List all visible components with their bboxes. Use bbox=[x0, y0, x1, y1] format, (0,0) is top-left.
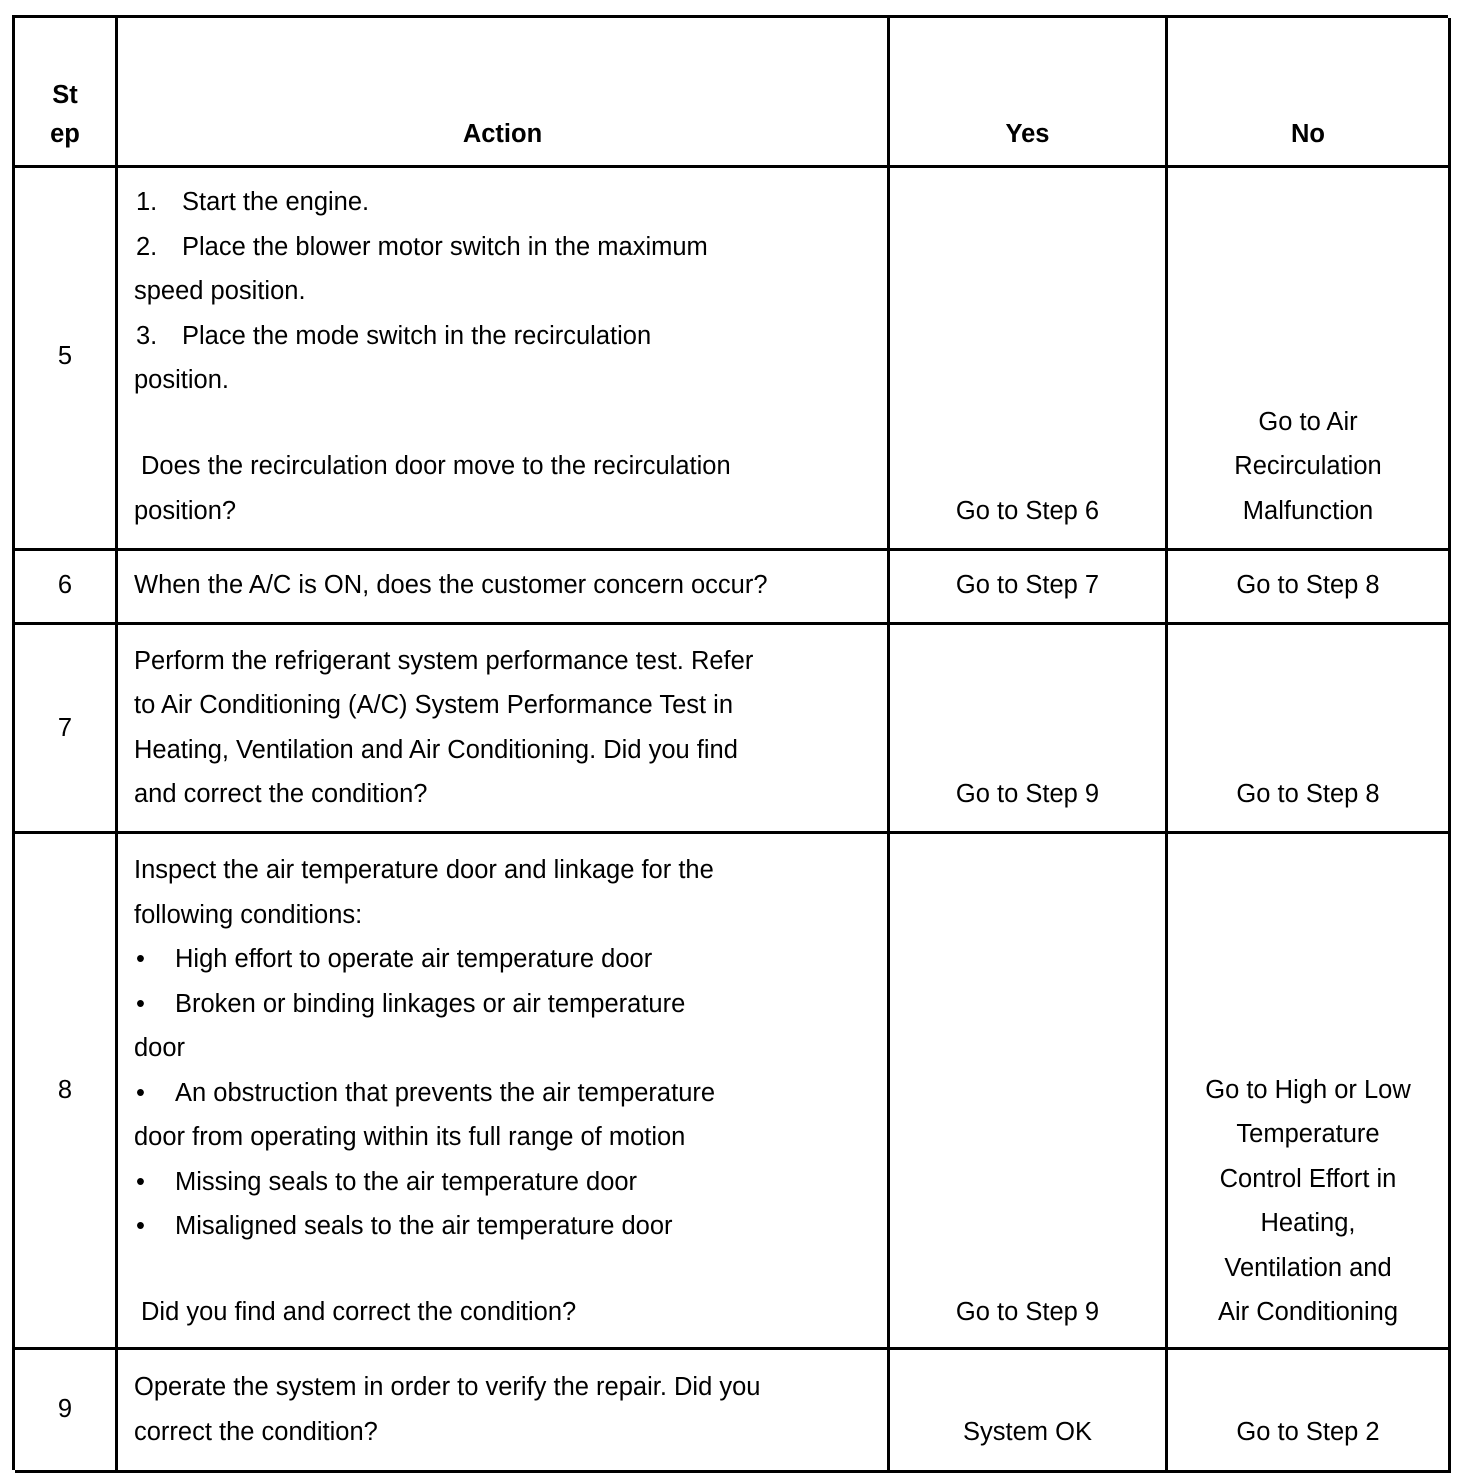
row-7-yes bbox=[890, 625, 1168, 834]
row-8-action bbox=[118, 834, 890, 1350]
action-question: Does the recirculation door move to the recirculation bbox=[141, 452, 731, 480]
no-result: Go to High or Low bbox=[1205, 1076, 1411, 1104]
action-text: When the A/C is ON, does the customer concern occur? bbox=[134, 571, 768, 599]
action-text: and correct the condition? bbox=[134, 780, 428, 808]
action-text: following conditions: bbox=[134, 901, 363, 929]
item-number: 3. bbox=[136, 322, 158, 350]
action-text: Perform the refrigerant system performance test. Refer bbox=[134, 647, 754, 675]
row-9-action bbox=[118, 1350, 890, 1473]
item-number: 2. bbox=[136, 233, 158, 261]
bullet-item bbox=[136, 982, 685, 1027]
item-text: Place the blower motor switch in the maximum bbox=[182, 233, 708, 261]
no-result: Malfunction bbox=[1242, 497, 1374, 525]
row-5-step bbox=[15, 168, 118, 551]
no-result: Ventilation and bbox=[1224, 1254, 1392, 1282]
row-6-no bbox=[1168, 551, 1451, 625]
bullet-continuation: door bbox=[134, 1034, 186, 1062]
step-number: 6 bbox=[57, 571, 73, 599]
row-6-yes bbox=[890, 551, 1168, 625]
action-question: Did you find and correct the condition? bbox=[141, 1298, 577, 1326]
row-7-action bbox=[118, 625, 890, 834]
item-text: speed position. bbox=[134, 277, 306, 305]
bullet-marker: • bbox=[136, 1079, 145, 1107]
yes-result: System OK bbox=[963, 1418, 1092, 1446]
action-item bbox=[136, 225, 708, 270]
no-result: Go to Step 2 bbox=[1236, 1418, 1380, 1446]
bullet-item bbox=[136, 1071, 715, 1116]
no-result: Heating, bbox=[1260, 1209, 1356, 1237]
item-text: Start the engine. bbox=[182, 188, 370, 216]
header-no bbox=[1168, 18, 1451, 168]
bullet-item bbox=[136, 1204, 673, 1249]
bullet-marker: • bbox=[136, 1168, 145, 1196]
row-5-action bbox=[118, 168, 890, 551]
bullet-item bbox=[136, 937, 652, 982]
row-8-no bbox=[1168, 834, 1451, 1350]
diagnostic-table bbox=[12, 15, 1448, 1470]
bullet-text: High effort to operate air temperature door bbox=[175, 945, 653, 973]
row-7-step bbox=[15, 625, 118, 834]
header-step-line-2: ep bbox=[50, 120, 80, 148]
step-number: 9 bbox=[57, 1395, 73, 1423]
action-item bbox=[134, 358, 229, 403]
yes-result: Go to Step 6 bbox=[955, 497, 1100, 525]
action-item bbox=[136, 180, 369, 225]
no-result: Go to Air bbox=[1258, 408, 1358, 436]
row-9-step bbox=[15, 1350, 118, 1473]
row-5-yes bbox=[890, 168, 1168, 551]
action-text: correct the condition? bbox=[134, 1418, 378, 1446]
row-9-yes bbox=[890, 1350, 1168, 1473]
action-question: position? bbox=[134, 497, 237, 525]
no-result: Go to Step 8 bbox=[1236, 780, 1380, 808]
step-number: 5 bbox=[57, 342, 73, 370]
bullet-continuation: door from operating within its full range of motion bbox=[134, 1123, 686, 1151]
action-text: Operate the system in order to verify the repair. Did you bbox=[134, 1373, 761, 1401]
yes-result: Go to Step 7 bbox=[955, 571, 1100, 599]
action-text: Heating, Ventilation and Air Conditioning. Did you find bbox=[134, 736, 738, 764]
row-8-step bbox=[15, 834, 118, 1350]
yes-result: Go to Step 9 bbox=[955, 1298, 1100, 1326]
item-text: Place the mode switch in the recirculation bbox=[182, 322, 652, 350]
yes-result: Go to Step 9 bbox=[955, 780, 1100, 808]
bullet-text: Missing seals to the air temperature door bbox=[175, 1168, 638, 1196]
item-number: 1. bbox=[136, 188, 158, 216]
header-step bbox=[15, 18, 118, 168]
no-result: Temperature bbox=[1236, 1120, 1380, 1148]
bullet-marker: • bbox=[136, 990, 145, 1018]
header-step-line-1: St bbox=[52, 81, 78, 109]
header-action-label: Action bbox=[462, 120, 543, 148]
row-7-no bbox=[1168, 625, 1451, 834]
bullet-text: Misaligned seals to the air temperature door bbox=[175, 1212, 673, 1240]
row-5-no bbox=[1168, 168, 1451, 551]
header-no-label: No bbox=[1291, 120, 1325, 148]
action-text: to Air Conditioning (A/C) System Performance Test in bbox=[134, 691, 734, 719]
row-9-no bbox=[1168, 1350, 1451, 1473]
bullet-item bbox=[136, 1160, 637, 1205]
row-6-step bbox=[15, 551, 118, 625]
item-text: position. bbox=[134, 366, 229, 394]
step-number: 7 bbox=[57, 714, 73, 742]
bullet-text: Broken or binding linkages or air temperature bbox=[175, 990, 686, 1018]
bullet-text: An obstruction that prevents the air temperature bbox=[175, 1079, 716, 1107]
bullet-marker: • bbox=[136, 1212, 145, 1240]
bullet-marker: • bbox=[136, 945, 145, 973]
action-item bbox=[136, 314, 651, 359]
header-yes bbox=[890, 18, 1168, 168]
no-result: Control Effort in bbox=[1219, 1165, 1397, 1193]
no-result: Go to Step 8 bbox=[1236, 571, 1380, 599]
no-result: Recirculation bbox=[1234, 452, 1382, 480]
row-6-action bbox=[118, 551, 890, 625]
header-action bbox=[118, 18, 890, 168]
header-yes-label: Yes bbox=[1005, 120, 1050, 148]
row-8-yes bbox=[890, 834, 1168, 1350]
action-item bbox=[134, 269, 306, 314]
step-number: 8 bbox=[57, 1076, 73, 1104]
action-text: Inspect the air temperature door and linkage for the bbox=[134, 856, 714, 884]
no-result: Air Conditioning bbox=[1217, 1298, 1399, 1326]
